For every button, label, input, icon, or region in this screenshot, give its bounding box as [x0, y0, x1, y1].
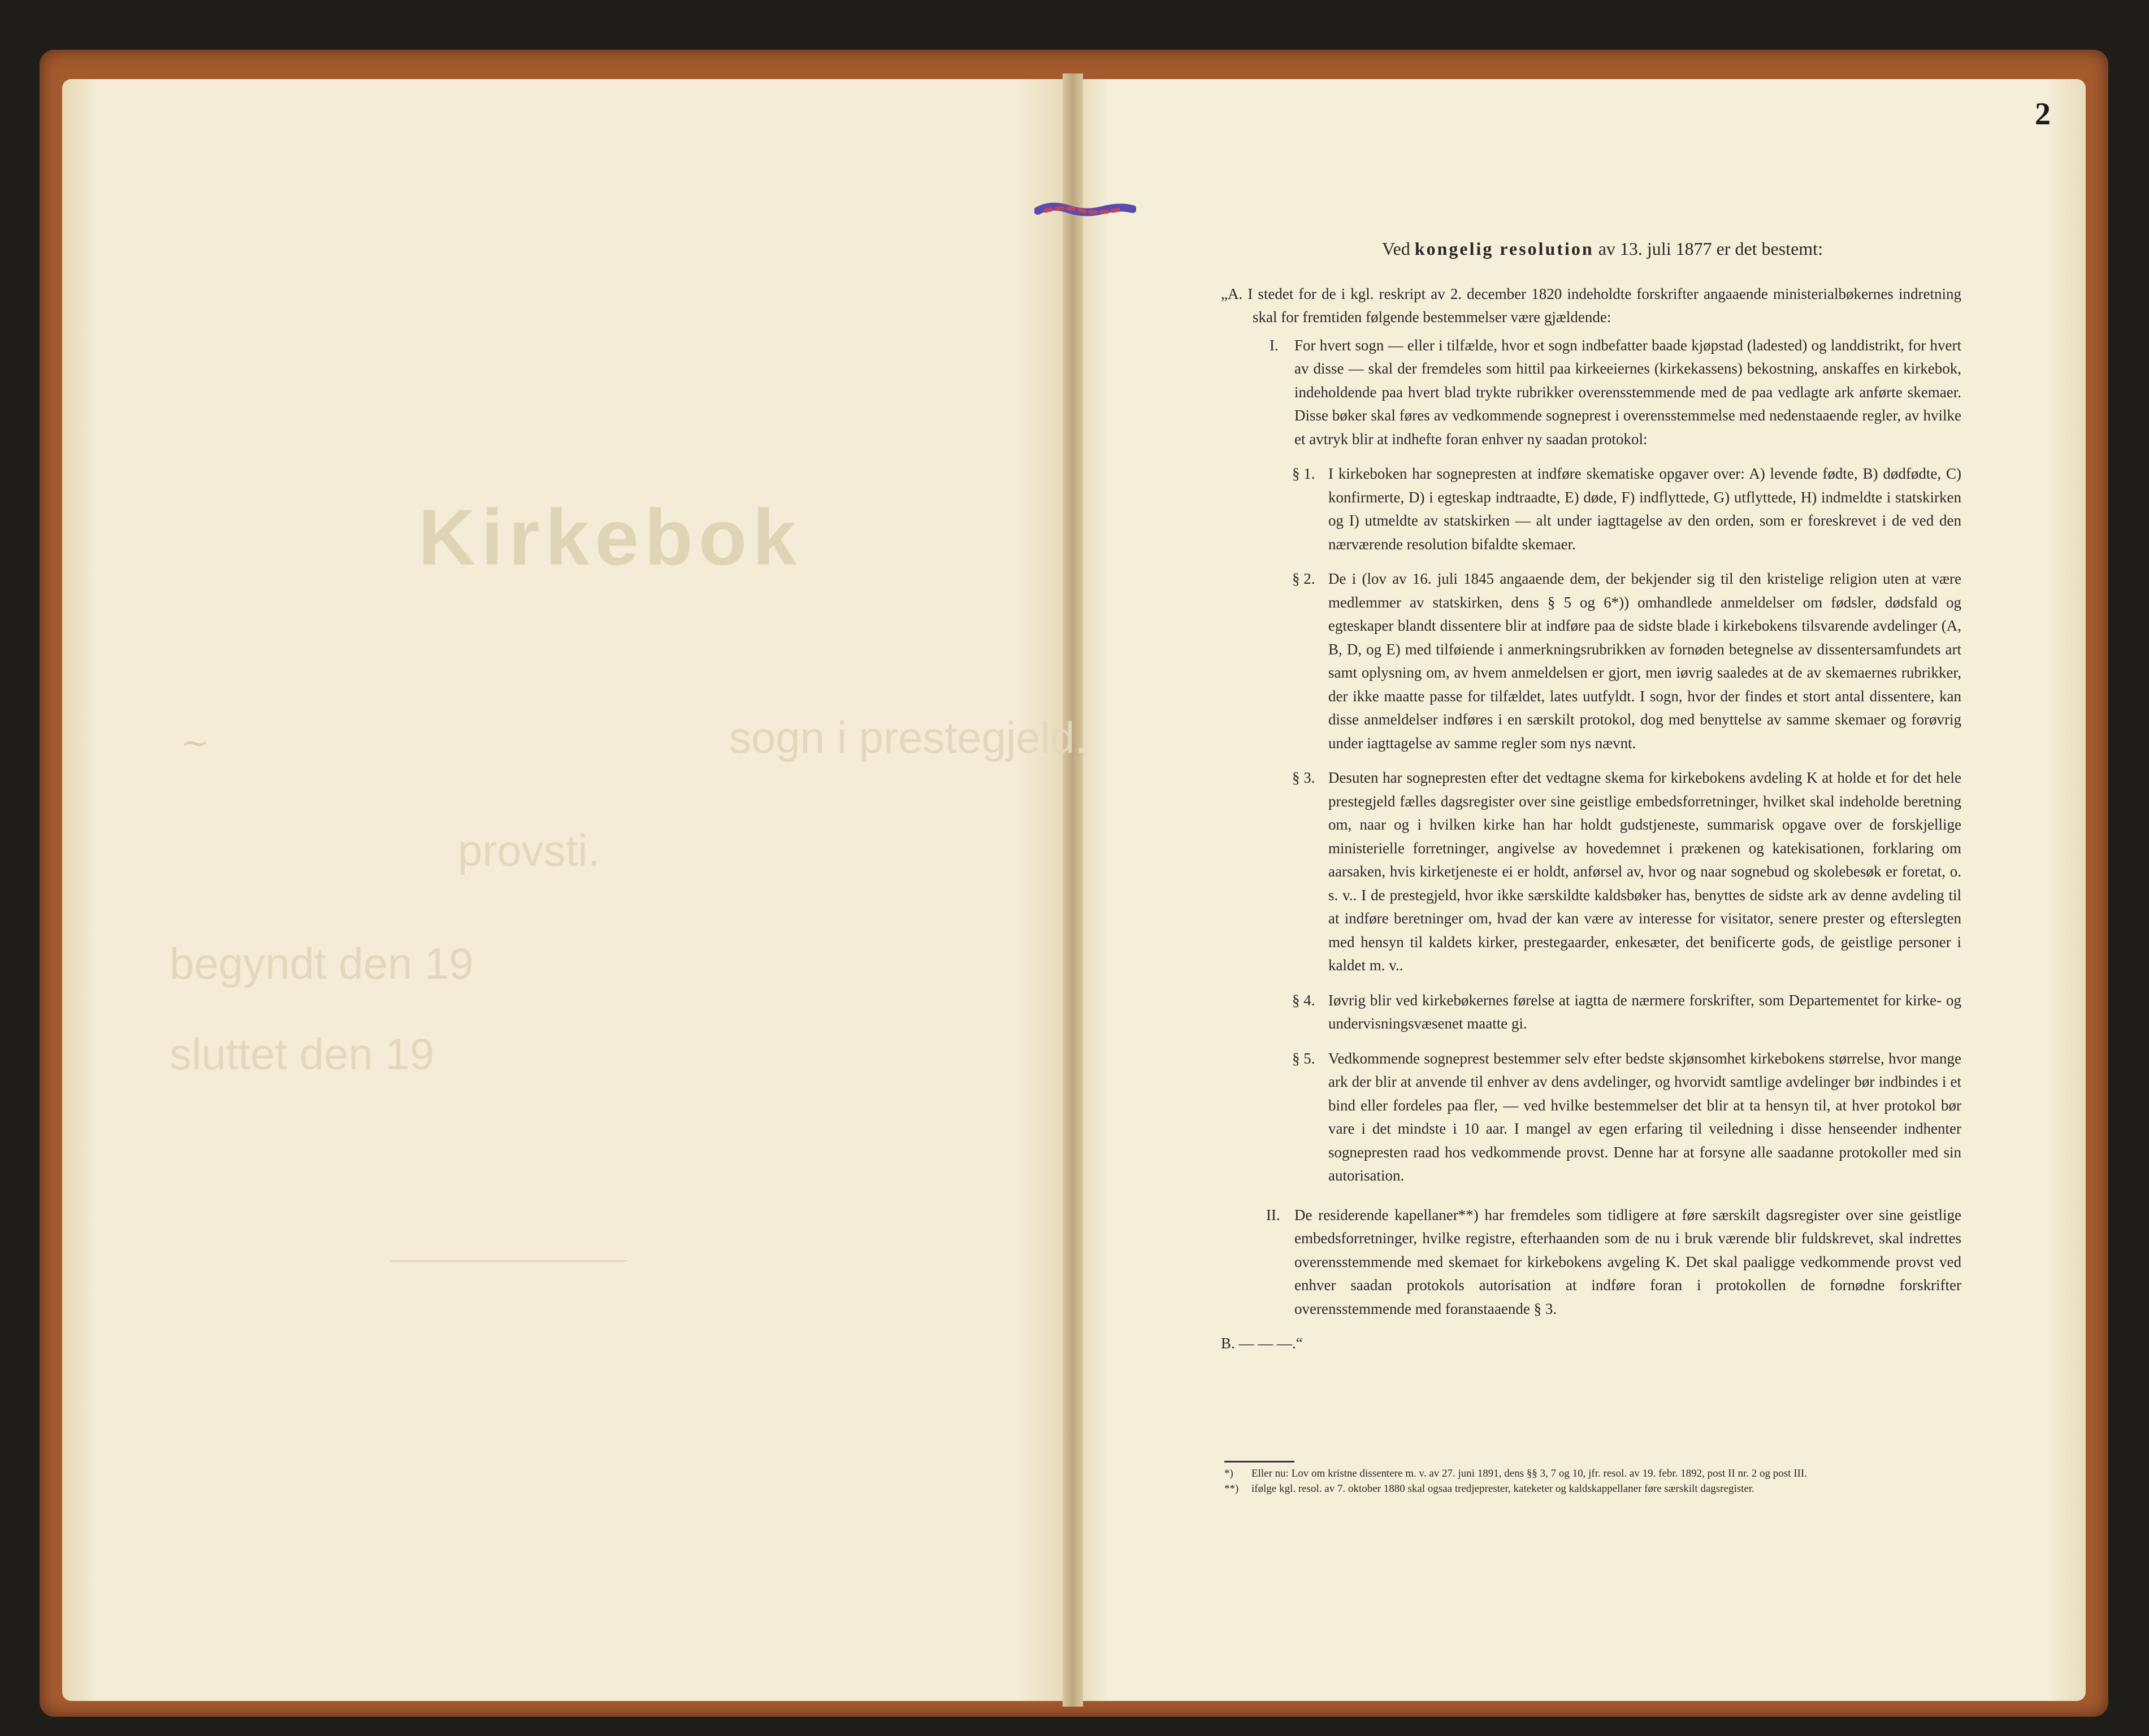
section-number: § 4. — [1292, 991, 1315, 1009]
section-number: § 5. — [1292, 1049, 1315, 1067]
heading-bold: kongelig resolution — [1414, 238, 1594, 259]
heading — [1221, 237, 1961, 261]
section-number: § 1. — [1292, 465, 1315, 482]
line-B: B. — — —.“ — [1221, 1335, 1303, 1352]
footnotes — [1224, 1466, 1965, 1496]
item-II — [1221, 1204, 1961, 1321]
footnote-rule — [1224, 1461, 1294, 1462]
item-I-text: For hvert sogn — eller i tilfælde, hvor et sogn indbefatter baade kjøpstad (ladested) og landdistrikt, for hvert av disse — skal der fremdeles som hittil paa kirkeeiernes (kirkekassens) bekostning, anskaffes en kirkebok, indeholdende paa hvert blad trykte rubrikker overensstemmende med de paa vedlagte ark anførte skemaer. Disse bøker skal føres av vedkommende sogneprest i overensstemmelse med nedenstaaende regler, av hvilke et avtryk blir at indhefte foran enhver ny saadan protokol: — [1294, 336, 1961, 448]
book-gutter — [1063, 73, 1083, 1707]
item-II-text: De residerende kapellaner**) har fremdeles som tidligere at føre særskilt dagsregister over sine geistlige embedsforretninger, hvilke registre, efterhaanden som de nu i bruk værende blir fuldskrevet, skal indrettes overensstemmende med skemaet for kirkebokens avgeling K. Det skal paaligge vedkommende provst ved enhver saadan protokols autorisation at indføre foran i protokollen de fornødne forskrifter overensstemmende med foranstaaende § 3. — [1294, 1206, 1961, 1317]
heading-prefix: Ved — [1382, 238, 1410, 259]
section-text: Iøvrig blir ved kirkebøkernes førelse at iagtta de nærmere forskrifter, som Departementet for kirke- og undervisningsvæsenet maatte gi. — [1328, 991, 1961, 1032]
left-page — [62, 79, 1068, 1701]
section-number: § 2. — [1292, 570, 1315, 587]
section-text: Vedkommende sogneprest bestemmer selv efter bedste skjønsomhet kirkebokens størrelse, hvor mange ark der blir at anvende til enhver av dens avdelinger, og hvorvidt samtlige avdelinger bør indbindes i et bind eller fordeles paa fler, — ved hvilke bestemmelser det blir at ta hensyn til, at hver protokol bør vare i det mindste i 10 aar. I mangel av egen erfaring til veiledning i disse henseender indhenter sognepresten raad hos vedkommende provst. Denne har at forsyne alle saadanne protokoller med sin autorisation. — [1328, 1049, 1961, 1184]
ghost-handwriting: ~ — [181, 723, 210, 763]
footnote-mark: **) — [1224, 1483, 1239, 1495]
footnote — [1224, 1481, 1965, 1496]
section-text: Desuten har sognepresten efter det vedtagne skema for kirkebokens avdeling K at holde et for det hele prestegjeld fælles dagsregister over sine geistlige embedsforretninger, hvilket skal indeholde beretning om, naar og i hvilken kirke han har holdt gudstjeneste, summarisk opgave over de forskjellige ministerielle forretninger, angivelse av hovedemnet i prækenen og katekisationen, forklaring om aarsaken, hvis kirketjeneste ei er holdt, anførsel av, hvor og naar sognebud og skolebesøk er foretat, o. s. v.. I de prestegjeld, hvor ikke særskildte kaldsbøker has, benyttes de sidste ark av denne avdeling til at indføre beretninger om, hvad der kan være av interesse for visitator, senere prester og efterslegten med hensyn til kaldets kirker, prestegaarder, enkesæter, det benificerte gods, de geistlige personer i kaldet m. v.. — [1328, 769, 1961, 974]
section-1 — [1221, 462, 1961, 556]
ghost-rule — [390, 1260, 627, 1262]
ghost-line-provsti: provsti. — [458, 826, 600, 875]
section-3 — [1221, 766, 1961, 978]
page-number: 2 — [2035, 97, 2051, 132]
resolution-text — [1221, 237, 1961, 1356]
item-I-number: I. — [1270, 336, 1279, 354]
item-I — [1221, 334, 1961, 452]
heading-suffix: av 13. juli 1877 er det bestemt: — [1598, 238, 1823, 259]
footnote-mark: *) — [1224, 1468, 1233, 1479]
section-5 — [1221, 1047, 1961, 1188]
section-2 — [1221, 567, 1961, 755]
section-number: § 3. — [1292, 769, 1315, 786]
ghost-title: Kirkebok — [418, 493, 803, 581]
section-text: De i (lov av 16. juli 1845 angaaende dem, der bekjender sig til den kristelige religion uten at være medlemmer av statskirken, dens § 5 og 6*)) omhandlede anmeldelser om fødsler, dødsfald og egteskaper blandt dissentere blir at indføre paa de sidste blade i kirkebokens tilsvarende avdelinger (A, B, D, og E) med tilføiende i anmerkningsrubrikken av fornøden betegnelse av dissentersamfundets art samt oplysning om, av hvem anmeldelsen er gjort, men iøvrig saaledes at de av skemaernes rubrikker, der ikke maatte passe for tilfældet, lates uutfyldt. I sogn, hvor der findes et stort antal dissentere, kan disse anmeldelser indføres i en særskilt protokol, dog med benyttelse av samme skemaer og forøvrig under iagttagelse av samme regler som nys nævnt. — [1328, 570, 1961, 752]
ghost-line-sluttet: sluttet den 19 — [170, 1029, 435, 1079]
intro-paragraph: „A. I stedet for de i kgl. reskript av 2. december 1820 indeholdte forskrifter angaaende ministerialbøkernes indretning skal for fremtiden følgende bestemmelser være gjældende: — [1221, 285, 1961, 326]
binding-thread-icon — [1034, 202, 1136, 219]
ghost-line-sogn: sogn i prestegjeld. — [729, 713, 1088, 762]
item-II-number: II. — [1266, 1206, 1280, 1223]
footnote-text: ifølge kgl. resol. av 7. oktober 1880 skal ogsaa tredjeprester, kateketer og kaldskappellaner føre særskilt dagsregister. — [1251, 1483, 1754, 1495]
section-text: I kirkeboken har sognepresten at indføre skematiske opgaver over: A) levende fødte, B) dødfødte, C) konfirmerte, D) i egteskap indtraadte, E) døde, F) indflyttede, G) utflyttede, H) indmeldte i statskirken og I) utmeldte av statskirken — alt under iagttagelse av den orden, som er foreskrevet i de ved den nærværende resolution bifaldte skemaer. — [1328, 465, 1961, 553]
ghost-line-begyndt: begyndt den 19 — [170, 939, 474, 988]
section-4 — [1221, 989, 1961, 1036]
footnote — [1224, 1466, 1965, 1481]
footnote-text: Eller nu: Lov om kristne dissentere m. v. av 27. juni 1891, dens §§ 3, 7 og 10, jfr. resol. av 19. febr. 1892, post II nr. 2 og post III. — [1251, 1468, 1807, 1479]
